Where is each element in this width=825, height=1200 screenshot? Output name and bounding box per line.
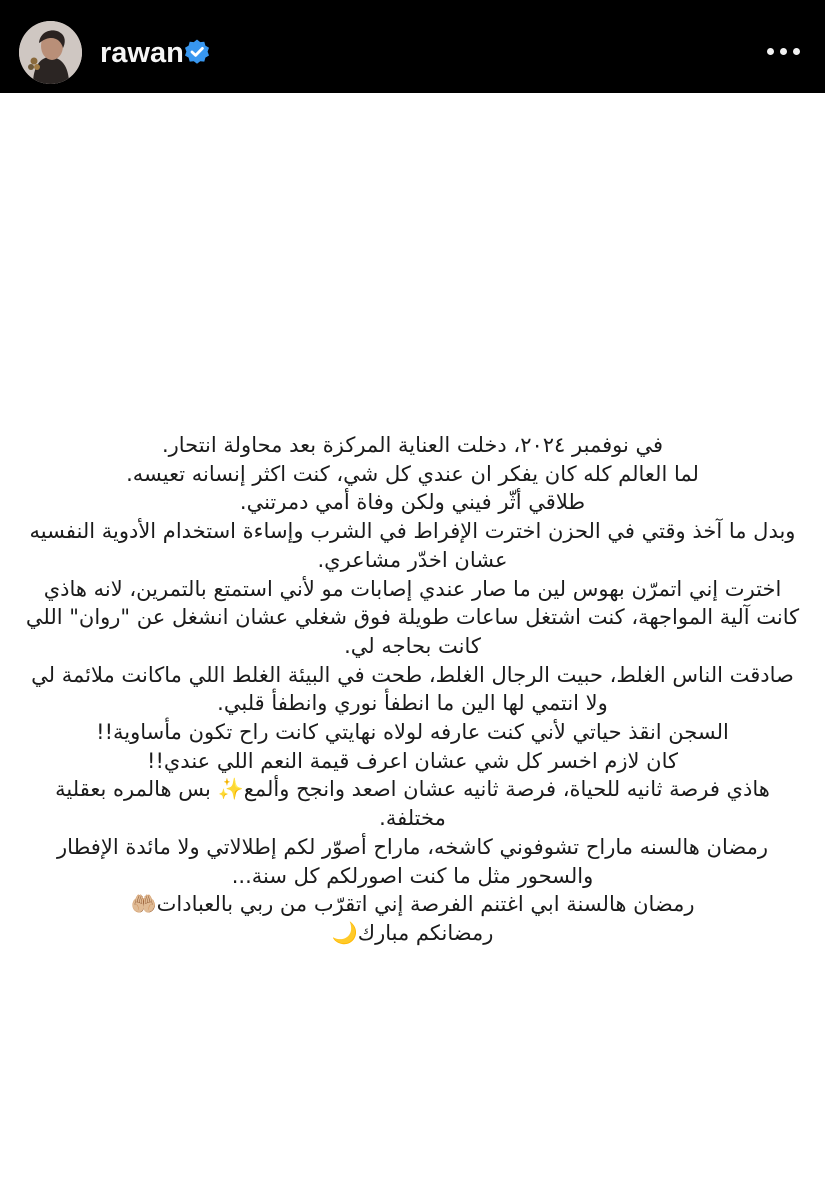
caption-line: في نوفمبر ٢٠٢٤، دخلت العناية المركزة بعد محاولة انتحار.	[161, 433, 664, 457]
caption-line: هاذي فرصة ثانيه للحياة، فرصة ثانيه عشان اصعد وانجح وألمع✨ بس هالمره بعقلية مختلفة.	[55, 777, 770, 831]
post-text	[20, 431, 805, 948]
caption-line: لما العالم كله كان يفكر ان عندي كل شي، كنت اكثر إنسانه تعيسه.	[126, 461, 699, 486]
username[interactable]: rawan	[100, 37, 184, 69]
caption-line: صادقت الناس الغلط، حبيت الرجال الغلط، طحت في البيئة الغلط اللي ماكانت ملائمة لي ولا انتمي لها الين ما انطفأ نوري وانطفأ قلبي.	[31, 662, 794, 716]
caption-line: وبدل ما آخذ وقتي في الحزن اخترت الإفراط في الشرب وإساءة استخدام الأدوية النفسيه عشان اخدّر مشاعري.	[29, 519, 796, 572]
caption-line: السجن انقذ حياتي لأني كنت عارفه لولاه نهايتي كانت راح تكون مأساوية!!	[96, 720, 729, 745]
caption-line: طلاقي أثّر فيني ولكن وفاة أمي دمرتني.	[239, 490, 586, 515]
caption-line: اخترت إني اتمرّن بهوس لين ما صار عندي إصابات مو لأني استمتع بالتمرين، لانه هاذي كانت آلية المواجهة، كنت اشتغل ساعات طويلة فوق شغلي عشان انشغل عن "روان" اللي كانت بحاجه لي.	[25, 576, 800, 658]
verified-badge-icon	[183, 38, 211, 66]
caption-line: رمضانكم مبارك🌙	[331, 920, 494, 945]
caption-line: رمضان هالسنه ماراح تشوفوني كاشخه، ماراح أصوّر لكم إطلالاتي ولا مائدة الإفطار والسحور مثل ما كنت اصورلكم كل سنة...	[57, 834, 768, 888]
more-options-icon[interactable]	[761, 40, 805, 64]
caption-line: كان لازم اخسر كل شي عشان اعرف قيمة النعم اللي عندي!!	[147, 748, 678, 773]
post-header	[0, 0, 825, 93]
avatar[interactable]	[19, 21, 82, 84]
caption-line: رمضان هالسنة ابي اغتنم الفرصة إني اتقرّب من ربي بالعبادات🤲🏼	[130, 892, 695, 917]
profile-photo-icon	[19, 21, 82, 84]
post-image	[0, 93, 825, 1200]
